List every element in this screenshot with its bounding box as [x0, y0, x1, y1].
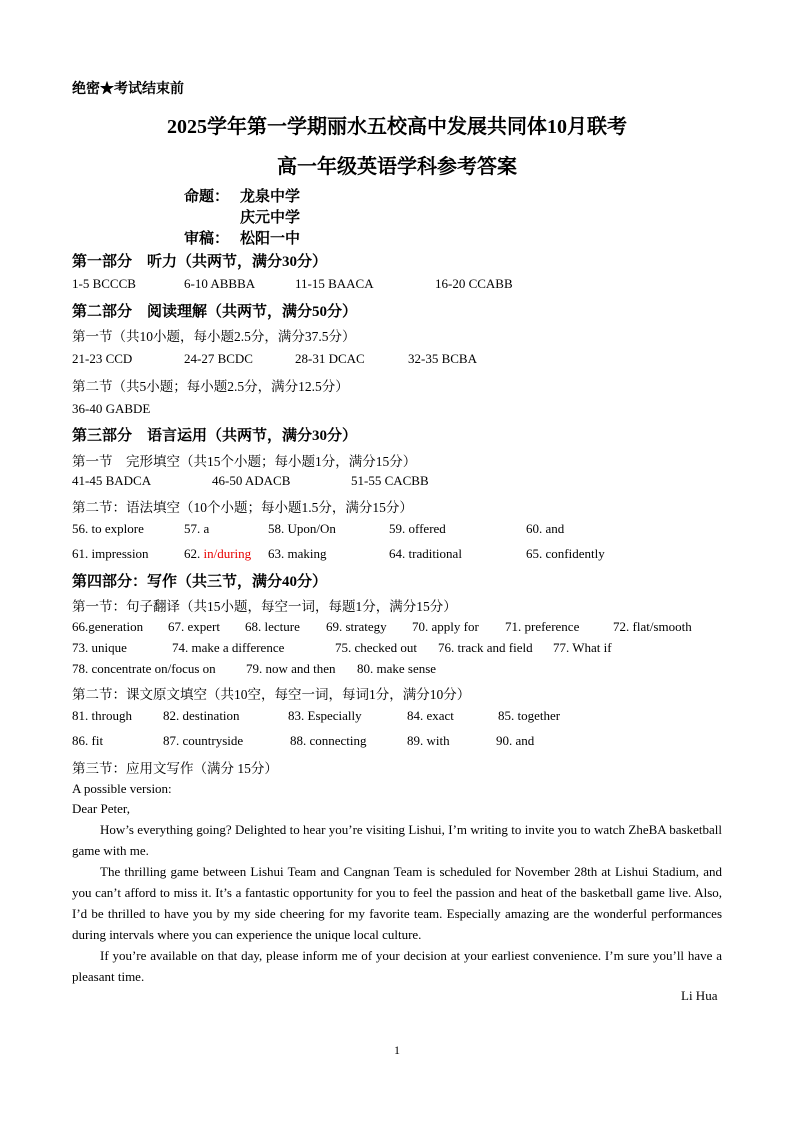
grammar-answer: 58. Upon/On: [268, 521, 336, 536]
part4-sec3-title: 第三节：应用文写作（满分 15分）: [72, 761, 278, 776]
part3-answer: 41-45 BADCA: [72, 473, 152, 488]
text-fill-answer: 88. connecting: [290, 733, 367, 748]
grammar-answer: 63. making: [268, 546, 327, 561]
letter-signature: Li Hua: [681, 988, 718, 1003]
letter-paragraph-1: [72, 819, 722, 861]
grammar-answer: 57. a: [184, 521, 210, 536]
letter-paragraph-3: [72, 945, 722, 987]
text-fill-answer: 83. Especially: [288, 708, 362, 723]
translation-answer: 70. apply for: [412, 619, 479, 634]
translation-answer: 74. make a difference: [172, 640, 285, 655]
letter-greeting: Dear Peter,: [72, 801, 130, 816]
grammar-answer: 60. and: [526, 521, 565, 536]
text-fill-answer: 82. destination: [163, 708, 240, 723]
grammar-answer: 61. impression: [72, 546, 149, 561]
text-fill-answer: 84. exact: [407, 708, 454, 723]
text-fill-answer: 89. with: [407, 733, 450, 748]
possible-version-label: A possible version:: [72, 781, 172, 796]
reviewer-label: 审稿：: [184, 231, 230, 247]
translation-answer: 80. make sense: [357, 661, 437, 676]
translation-answer: 77. What if: [553, 640, 612, 655]
part3-answer: 51-55 CACBB: [351, 473, 429, 488]
part2-answer: 21-23 CCD: [72, 351, 133, 366]
part2-sec2-title: 第二节（共5小题；每小题2.5分，满分12.5分）: [72, 379, 349, 394]
paragraph-text: How’s everything going? Delighted to hear you’re visiting Lishui, I’m writing to invite you to watch ZheBA basketball game with me.: [72, 822, 722, 858]
proposer-school-2: 庆元中学: [240, 210, 301, 226]
exam-title: 2025学年第一学期丽水五校高中发展共同体10月联考: [167, 116, 627, 138]
text-fill-answer: 90. and: [496, 733, 535, 748]
part3-answer: 46-50 ADACB: [212, 473, 291, 488]
part3-sec1-title: 第一节 完形填空（共15个小题；每小题1分，满分15分）: [72, 454, 417, 469]
part1-answer: 16-20 CCABB: [435, 276, 513, 291]
text-fill-answer: 87. countryside: [163, 733, 244, 748]
reviewer-school: 松阳一中: [240, 231, 301, 247]
grammar-answer: 59. offered: [389, 521, 446, 536]
translation-answer: 73. unique: [72, 640, 127, 655]
translation-answer: 72. flat/smooth: [613, 619, 692, 634]
part3-title: 第三部分 语言运用（共两节，满分30分）: [72, 428, 358, 444]
part2-answer: 36-40 GABDE: [72, 401, 151, 416]
translation-answer: 66.generation: [72, 619, 144, 634]
text-fill-answer: 86. fit: [72, 733, 104, 748]
part2-title: 第二部分 阅读理解（共两节，满分50分）: [72, 304, 358, 320]
part1-answer: 6-10 ABBBA: [184, 276, 256, 291]
part2-answer: 28-31 DCAC: [295, 351, 365, 366]
translation-answer: 75. checked out: [335, 640, 417, 655]
grammar-answer-62: [184, 546, 251, 562]
text-fill-answer: 85. together: [498, 708, 561, 723]
exam-subtitle: 高一年级英语学科参考答案: [277, 156, 517, 178]
answer-number: 62.: [184, 546, 204, 561]
part1-answer: 1-5 BCCCB: [72, 276, 136, 291]
translation-answer: 71. preference: [505, 619, 580, 634]
translation-answer: 67. expert: [168, 619, 220, 634]
part2-sec1-title: 第一节（共10小题，每小题2.5分，满分37.5分）: [72, 329, 356, 344]
translation-answer: 78. concentrate on/focus on: [72, 661, 216, 676]
part1-answer: 11-15 BAACA: [295, 276, 374, 291]
translation-answer: 76. track and field: [438, 640, 533, 655]
grammar-answer: 56. to explore: [72, 521, 144, 536]
letter-paragraph-2: [72, 861, 722, 945]
translation-answer: 69. strategy: [326, 619, 387, 634]
proposer-label: 命题：: [184, 189, 230, 205]
text-fill-answer: 81. through: [72, 708, 132, 723]
part2-answer: 24-27 BCDC: [184, 351, 253, 366]
translation-answer: 68. lecture: [245, 619, 300, 634]
proposer-school-1: 龙泉中学: [240, 189, 301, 205]
part4-sec1-title: 第一节：句子翻译（共15小题，每空一词，每题1分，满分15分）: [72, 599, 457, 614]
paragraph-text: The thrilling game between Lishui Team and Cangnan Team is scheduled for November 28th at Lishui Stadium, and you can’t afford to miss it. It’s a fantastic opportunity for you to feel the passion and heat of the basketball game live. Also, I’d be thrilled to have you by my side cheering for my favorite team. Especially amazing are the wonderful performances during intervals where you can experience the unique local culture.: [72, 864, 722, 942]
part1-title: 第一部分 听力（共两节，满分30分）: [72, 254, 328, 270]
grammar-answer: 64. traditional: [389, 546, 462, 561]
part4-title: 第四部分：写作（共三节，满分40分）: [72, 574, 328, 590]
part3-sec2-title: 第二节：语法填空（10个小题；每小题1.5分，满分15分）: [72, 500, 413, 515]
translation-answer: 79. now and then: [246, 661, 336, 676]
page-number: 1: [394, 1043, 400, 1057]
part4-sec2-title: 第二节：课文原文填空（共10空，每空一词，每词1分，满分10分）: [72, 687, 471, 702]
grammar-answer: 65. confidently: [526, 546, 605, 561]
paragraph-text: If you’re available on that day, please inform me of your decision at your earliest convenience. I’m sure you’ll have a pleasant time.: [72, 948, 722, 984]
confidential-mark: 绝密★考试结束前: [72, 82, 184, 97]
part2-answer: 32-35 BCBA: [408, 351, 477, 366]
highlighted-answer: in/during: [203, 546, 252, 561]
